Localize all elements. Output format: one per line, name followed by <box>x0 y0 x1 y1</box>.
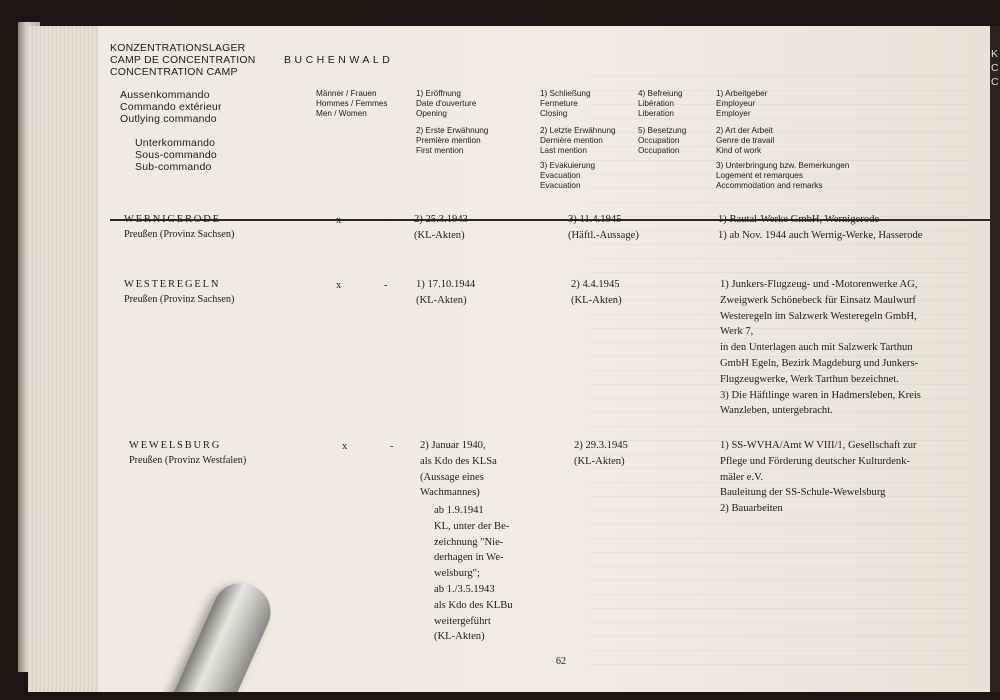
entry-region: Preußen (Provinz Sachsen) <box>124 229 235 240</box>
entry-employer: 1) SS-WVHA/Amt W VIII/1, Gesellschaft zur Pflege und Förderung deutscher Kulturdenk- mäler e.V. Bauleitung der SS-Schule-Wewelsburg 2) Bauarbeiten <box>720 440 917 515</box>
sub-fr: Sous-commando <box>135 149 217 161</box>
next-page-letter-2: C <box>991 62 999 74</box>
header-last-mention: 2) Letzte Erwähnung Dernière mention Last mention <box>540 126 616 155</box>
header-first-mention: 2) Erste Erwähnung Première mention First mention <box>416 126 489 155</box>
sub-de: Unterkommando <box>135 137 216 149</box>
entry-opening: 2) 25.3.1943 (KL-Akten) <box>414 214 468 241</box>
entry-women: - <box>390 441 394 452</box>
next-page-letter-1: K <box>991 48 999 60</box>
entry-employer: 1) Rautal-Werke GmbH, Wernigerode 1) ab Nov. 1944 auch Wernig-Werke, Hasserode <box>718 214 923 241</box>
gender-en: Men / Women <box>316 109 367 118</box>
page-stack-edge <box>28 26 98 692</box>
document-page <box>28 26 990 692</box>
entry-men: x <box>336 215 342 226</box>
entry-women: - <box>384 280 388 291</box>
page-number: 62 <box>556 656 566 667</box>
camp-label-en: CONCENTRATION CAMP <box>110 66 238 78</box>
entry-men: x <box>342 441 348 452</box>
entry-opening: 1) 17.10.1944 (KL-Akten) <box>416 279 476 306</box>
entry-men: x <box>336 280 342 291</box>
camp-label-de: KONZENTRATIONSLAGER <box>110 42 246 54</box>
header-liberation: 4) Befreiung Libération Liberation <box>638 89 683 118</box>
entry-name: WEWELSBURG <box>129 440 222 451</box>
entry-employer: 1) Junkers-Flugzeug- und -Motorenwerke AG, Zweigwerk Schönebeck für Einsatz Maulwurf Westeregeln im Salzwerk Westeregeln GmbH, Werk 7, in den Unterlagen auch mit Salzwerk Tarthun GmbH Egeln, Bezirk Magdeburg und Junkers- Flugzeugwerke, Werk Tarthun bezeichnet. 3) Die Häftlinge waren in Hadmersleben, Kreis Wanzleben, untergebracht. <box>720 279 921 417</box>
entry-name: WESTEREGELN <box>124 279 221 290</box>
outlying-fr: Commando extérieur <box>120 101 222 113</box>
entry-region: Preußen (Provinz Westfalen) <box>129 455 247 466</box>
header-closing: 1) Schließung Fermeture Closing <box>540 89 591 118</box>
header-employer: 1) Arbeitgeber Employeur Employer <box>716 89 768 118</box>
sub-en: Sub-commando <box>135 161 212 173</box>
entry-women: - <box>384 215 388 226</box>
header-kind-of-work: 2) Art der Arbeit Genre de travail Kind of work <box>716 126 775 155</box>
entry-name: WERNIGERODE <box>124 214 221 225</box>
gender-de: Männer / Frauen <box>316 89 377 98</box>
entry-closing: 3) 11.4.1945 (Häftl.-Aussage) <box>568 214 639 241</box>
entry-closing: 2) 4.4.1945 (KL-Akten) <box>571 279 622 306</box>
header-accommodation: 3) Unterbringung bzw. Bemerkungen Logement et remarques Accommodation and remarks <box>716 161 850 190</box>
camp-name: BUCHENWALD <box>284 54 394 66</box>
entry-opening: 2) Januar 1940, als Kdo des KLSa (Aussage eines Wachmannes) <box>420 440 497 499</box>
camp-label-fr: CAMP DE CONCENTRATION <box>110 54 256 66</box>
next-page-letter-3: C <box>991 76 999 88</box>
pen-pointer <box>121 574 280 692</box>
header-opening: 1) Eröffnung Date d'ouverture Opening <box>416 89 477 118</box>
entry-closing: 2) 29.3.1945 (KL-Akten) <box>574 440 628 467</box>
gender-fr: Hommes / Femmes <box>316 99 388 108</box>
header-occupation: 5) Besetzung Occupation Occupation <box>638 126 687 155</box>
entry-region: Preußen (Provinz Sachsen) <box>124 294 235 305</box>
outlying-en: Outlying commando <box>120 113 217 125</box>
outlying-de: Aussenkommando <box>120 89 210 101</box>
entry-opening-continued: ab 1.9.1941 KL, unter der Be- zeichnung "Nie- derhagen in We- welsburg"; ab 1./3.5.1943 als Kdo des KLBu weitergeführt (KL-Akten) <box>434 505 513 643</box>
header-evacuation: 3) Evakuierung Evacuation Evacuation <box>540 161 596 190</box>
